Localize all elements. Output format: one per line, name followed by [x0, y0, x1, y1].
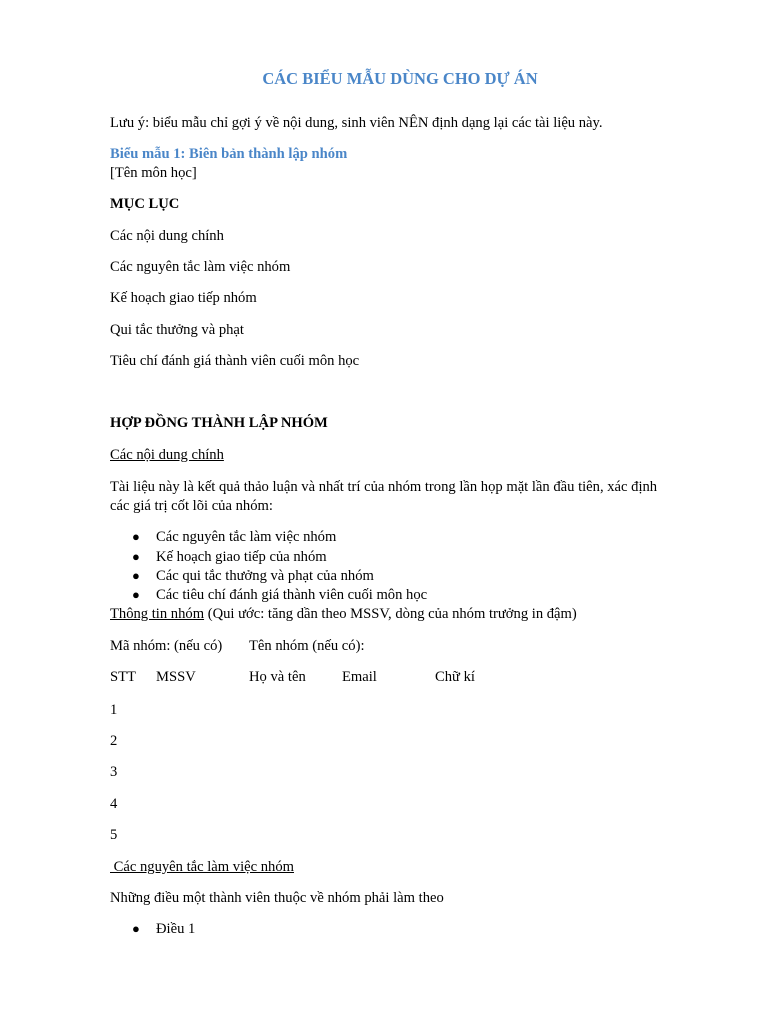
table-row: 4	[110, 796, 118, 812]
intro-text-line1: Tài liệu này là kết quả thảo luận và nhất trí của nhóm trong lần họp mặt lần đầu tiên, xác định	[110, 479, 658, 495]
toc-item: Qui tắc thưởng và phạt	[110, 322, 244, 338]
form1-heading: Biểu mẫu 1: Biên bản thành lập nhóm	[110, 146, 348, 162]
table-row: 3	[110, 764, 118, 780]
contract-heading: HỢP ĐỒNG THÀNH LẬP NHÓM	[110, 415, 328, 431]
group-info-line	[110, 605, 577, 623]
intro-text-line2: các giá trị cốt lõi của nhóm:	[110, 498, 273, 514]
document-title: CÁC BIỂU MẪU DÙNG CHO DỰ ÁN	[262, 69, 538, 88]
note-text: Lưu ý: biểu mẫu chỉ gợi ý về nội dung, sinh viên NÊN định dạng lại các tài liệu này.	[110, 115, 603, 131]
bullet-icon: ●	[132, 921, 140, 936]
column-header-email: Email	[342, 669, 377, 685]
rules-heading: Các nguyên tắc làm việc nhóm	[110, 859, 294, 875]
bullet-icon: ●	[132, 549, 140, 564]
toc-item: Các nội dung chính	[110, 228, 224, 244]
subject-placeholder: [Tên môn học]	[110, 165, 197, 181]
group-info-note: (Qui ước: tăng dần theo MSSV, dòng của nhóm trưởng in đậm)	[204, 606, 577, 622]
rules-description: Những điều một thành viên thuộc về nhóm phải làm theo	[110, 890, 444, 906]
bullet-icon: ●	[132, 587, 140, 602]
group-name-label: Tên nhóm (nếu có):	[249, 638, 365, 654]
column-header-mssv: MSSV	[156, 669, 196, 685]
bullet-icon: ●	[132, 568, 140, 583]
main-content-heading: Các nội dung chính	[110, 447, 224, 463]
column-header-signature: Chữ kí	[435, 669, 475, 685]
bullet-icon: ●	[132, 529, 140, 544]
toc-heading: MỤC LỤC	[110, 196, 180, 212]
toc-item: Tiêu chí đánh giá thành viên cuối môn học	[110, 353, 360, 369]
group-info-heading: Thông tin nhóm	[110, 606, 205, 622]
table-row: 5	[110, 827, 118, 843]
table-row: 1	[110, 702, 118, 718]
toc-item: Các nguyên tắc làm việc nhóm	[110, 259, 291, 275]
table-row: 2	[110, 733, 118, 749]
group-id-label: Mã nhóm: (nếu có)	[110, 638, 223, 654]
column-header-name: Họ và tên	[249, 669, 306, 685]
column-header-stt: STT	[110, 669, 136, 685]
toc-item: Kế hoạch giao tiếp nhóm	[110, 290, 257, 306]
